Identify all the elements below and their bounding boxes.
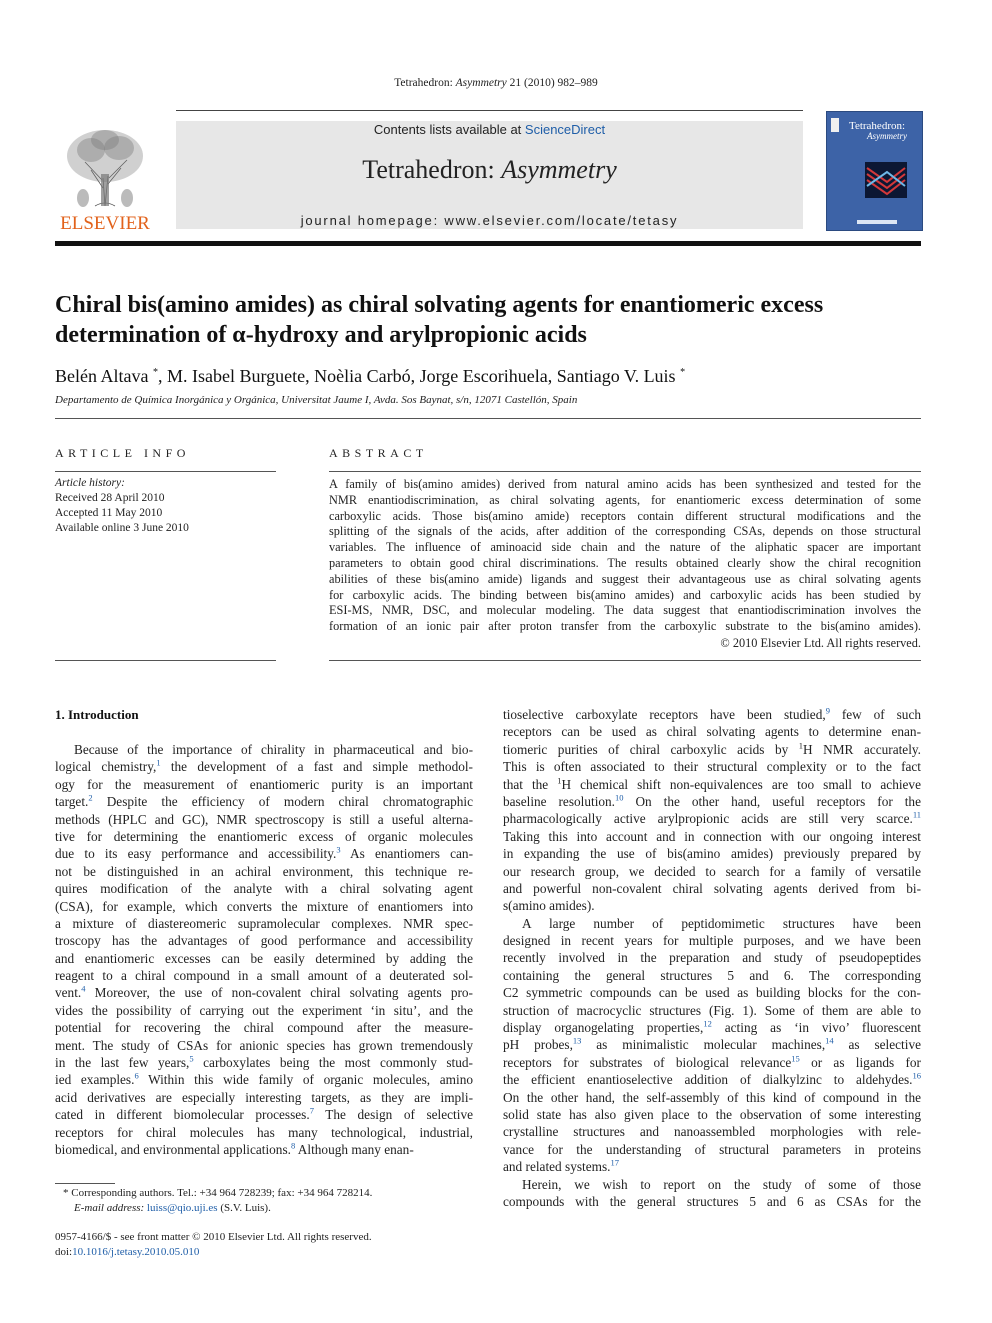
- body-line: s(amino amides).: [503, 898, 595, 914]
- body-column-right: [503, 706, 921, 1210]
- divider: [329, 471, 921, 472]
- divider: [329, 660, 921, 661]
- contents-line: Contents lists available at ScienceDirect: [373, 122, 606, 137]
- body-column-left: [55, 741, 473, 1158]
- body-line: Herein, we wish to report on the study of some of those: [522, 1176, 921, 1192]
- body-line: A large number of peptidomimetic structures have been: [522, 915, 921, 931]
- citation-ref[interactable]: 4: [81, 984, 86, 995]
- citation-ref[interactable]: 15: [791, 1053, 800, 1064]
- article-history: [55, 476, 276, 536]
- citation-ref[interactable]: 1: [156, 758, 161, 768]
- body-line: recently involved in the preparation and study of pseudopeptides: [503, 950, 921, 966]
- email-footnote: E-mail address: luiss@qio.uji.es (S.V. Luis).: [74, 1202, 271, 1214]
- body-line: Taking this into account and in connection with our ongoing interest: [503, 828, 921, 844]
- svg-text:Asymmetry: Asymmetry: [867, 131, 907, 141]
- body-line: reagent to a chiral compound in a small amount of a deuterated sol-: [55, 968, 473, 984]
- citation-ref[interactable]: 3: [336, 845, 341, 855]
- body-line: logical chemistry,$^1$ the development of a fast and simple methodol-: [55, 758, 473, 775]
- affiliation: Departamento de Química Inorgánica y Orgánica, Universitat Jaume I, Avda. Sos Baynat, s/n, 12071 Castellón, Spain: [55, 394, 578, 406]
- corresponding-mark: *: [680, 367, 686, 378]
- journal-citation: Tetrahedron: Asymmetry 21 (2010) 982–989: [394, 77, 598, 89]
- header-rule: [176, 110, 803, 111]
- abstract-heading: ABSTRACT: [329, 446, 428, 460]
- doi-line: doi:10.1016/j.tetasy.2010.05.010: [55, 1246, 200, 1258]
- body-line: C2 symmetric compounds can be used as building blocks for the con-: [503, 985, 921, 1001]
- body-line: struction of macrocyclic structures (Fig. 1). Some of them are able to: [503, 1002, 921, 1018]
- svg-text:Tetrahedron:: Tetrahedron:: [849, 120, 906, 132]
- body-line: receptors for substrates of biological relevance$^{15}$ or as ligands for: [503, 1053, 921, 1070]
- citation-ref[interactable]: 17: [610, 1158, 619, 1168]
- email-link[interactable]: luiss@qio.uji.es: [146, 1202, 218, 1214]
- body-line: containing the general structures 5 and 6. The corresponding: [503, 967, 921, 983]
- body-line: methods (HPLC and GC), NMR spectroscopy is still a useful alterna-: [55, 811, 473, 827]
- abstract-line: carboxylic acids. Those bis(amino amide) receptors contain different structural modifications and the: [329, 508, 921, 523]
- elsevier-logo: [55, 118, 155, 233]
- abstract-line: variables. The influence of aminoacid side chain and the nature of the aliphatic spacer are important: [329, 540, 921, 555]
- citation-ref[interactable]: 9: [825, 706, 830, 716]
- citation-ref[interactable]: 16: [912, 1071, 921, 1081]
- body-line: pH probes,$^{13}$ as minimalistic molecular machines,$^{14}$ as selective: [503, 1036, 921, 1053]
- doi-link[interactable]: 10.1016/j.tetasy.2010.05.010: [72, 1246, 200, 1258]
- citation-ref[interactable]: 14: [825, 1036, 834, 1046]
- body-line: potential for recovering the chiral compound after the measure-: [55, 1020, 473, 1036]
- body-line: (CSA), for example, which converts the mixture of enantiomers into: [55, 898, 473, 914]
- citation-ref: 1: [557, 775, 562, 786]
- abstract-line: formation of an ionic pair after proton transfer from the carboxylic substrate to the bis(amino amides).: [329, 619, 921, 634]
- citation-ref[interactable]: 13: [572, 1036, 582, 1046]
- body-line: ied examples.$^6$ Within this wide family of organic molecules, amino: [55, 1071, 473, 1088]
- body-line: and related systems.$^{17}$: [503, 1158, 619, 1175]
- issn-line: 0957-4166/$ - see front matter © 2010 Elsevier Ltd. All rights reserved.: [55, 1231, 372, 1243]
- body-line: display organogelating properties,$^{12}$ acting as ‘in vivo’ fluorescent: [503, 1019, 921, 1036]
- body-line: due to its easy performance and accessibility.$^3$ As enantiomers can-: [55, 845, 473, 862]
- body-line: Because of the importance of chirality in pharmaceutical and bio-: [74, 742, 473, 757]
- article-title: Chiral bis(amino amides) as chiral solvating agents for enantiomeric excess determination of α-hydroxy and arylpropionic acids: [55, 292, 824, 348]
- article-info-heading: ARTICLE INFO: [55, 446, 190, 460]
- body-line: the efficient enantioselective addition of dialkylzinc to aldehydes.$^{16}$: [503, 1071, 921, 1088]
- accepted-date: Accepted 11 May 2010: [55, 507, 163, 519]
- body-line: biomedical, and environmental applications.$^8$ Although many enan-: [55, 1140, 414, 1157]
- body-line: that the $^1$H chemical shift non-equivalences are too small to achieve: [503, 775, 921, 792]
- body-line: not be distinguished in an achiral environment, this technique re-: [55, 863, 473, 879]
- citation-ref: 1: [798, 740, 804, 751]
- abstract-line: splitting of the signals of the acids, after addition of the corresponding CSAs, depends on those structural: [329, 524, 921, 539]
- corresponding-footnote: * Corresponding authors. Tel.: +34 964 728239; fax: +34 964 728214.: [63, 1187, 373, 1199]
- abstract-line: abilities of these bis(amino amide) ligands and suggest their advantageous use as chiral solvating agents: [329, 571, 921, 586]
- body-line: troscopy has the advantages of good performance and accessibility: [55, 933, 473, 949]
- body-line: cated in different biomolecular processes.$^7$ The design of selective: [55, 1106, 473, 1123]
- affiliation-rule: [55, 418, 921, 419]
- citation-ref[interactable]: 7: [309, 1106, 314, 1116]
- citation-ref[interactable]: 5: [189, 1054, 194, 1064]
- body-line: and powerful non-covalent chiral solvating agents derived from bi-: [503, 880, 921, 896]
- body-line: target.$^2$ Despite the efficiency of modern chiral chromatographic: [55, 793, 473, 810]
- divider: [55, 660, 276, 661]
- citation-ref[interactable]: 12: [703, 1019, 712, 1029]
- body-line: in the last few years,$^5$ carboxylates being the most commonly stud-: [55, 1054, 473, 1071]
- body-line: vent.$^4$ Moreover, the use of non-covalent chiral solvating agents pro-: [55, 984, 473, 1001]
- body-line: acid derivatives are especially interesting targets, as they are impli-: [55, 1089, 473, 1105]
- author-name[interactable]: Belén Altava: [55, 366, 149, 386]
- abstract-line: A family of bis(amino amides) derived from natural amino acids has been synthesized and tested for the: [329, 477, 921, 491]
- sciencedirect-link[interactable]: ScienceDirect: [524, 122, 606, 137]
- body-line: crystalline structures and nanoassembled morphologies with rele-: [503, 1124, 921, 1140]
- header-thick-rule: [55, 241, 921, 246]
- abstract-copyright: © 2010 Elsevier Ltd. All rights reserved.: [720, 636, 921, 650]
- body-line: a mixture of diastereomeric supramolecular complexes. NMR spec-: [55, 915, 473, 931]
- footnote-rule: [55, 1183, 115, 1184]
- svg-text:ELSEVIER: ELSEVIER: [60, 213, 150, 233]
- abstract-line: ESI-MS, NMR, DSC, and molecular modeling. The data suggest that enantiodiscrimination involves the: [329, 603, 921, 618]
- body-line: receptors for chiral molecules has many technological, industrial,: [55, 1124, 473, 1140]
- body-line: quires modification of the analyte with a chiral solvating agent: [55, 881, 473, 897]
- corresponding-mark: *: [152, 367, 158, 378]
- body-line: baseline resolution.$^{10}$ On the other hand, useful receptors for the: [503, 792, 921, 809]
- section-heading: 1. Introduction: [55, 707, 139, 722]
- body-line: ment. The study of CSAs for anionic species has grown tremendously: [55, 1037, 473, 1053]
- body-line: solid state has also given place to the observation of some interesting: [503, 1106, 921, 1122]
- divider: [55, 471, 276, 472]
- online-date: Available online 3 June 2010: [55, 522, 189, 534]
- body-line: compounds with the general structures 5 and 6 as CSAs for the: [503, 1193, 921, 1209]
- body-line: designed in recent years for multiple purposes, and we have been: [503, 933, 921, 949]
- body-line: and enantiomeric excesses can be easily determined by adding the: [55, 950, 473, 966]
- citation-ref[interactable]: 6: [134, 1071, 139, 1081]
- body-line: vance for the understanding of structural parameters in proteins: [503, 1141, 921, 1157]
- body-line: in expanding the use of bis(amino amides) previously prepared by: [503, 846, 921, 862]
- body-line: tioselective carboxylate receptors have been studied,$^9$ few of such: [503, 706, 921, 722]
- history-label: Article history:: [55, 477, 125, 489]
- author-name[interactable]: , M. Isabel Burguete, Noèlia Carbó, Jorge Escorihuela, Santiago V. Luis: [157, 366, 676, 386]
- body-line: tiomeric purities of chiral carboxylic acids by $^1$H NMR accurately.: [503, 740, 921, 757]
- body-line: ogy for the measurement of enantiomeric purity is an important: [55, 776, 473, 792]
- abstract-text: [329, 477, 921, 635]
- front-matter: [55, 1230, 473, 1260]
- body-line: tive for determining the enantiomeric excess of organic molecules: [55, 828, 473, 844]
- received-date: Received 28 April 2010: [55, 492, 165, 504]
- citation-ref[interactable]: 8: [290, 1140, 296, 1151]
- citation-ref[interactable]: 11: [912, 810, 921, 820]
- abstract-line: parameters to obtain good chiral discriminations. The results obtained clearly show the chiral recognition: [329, 555, 921, 570]
- author-list: [55, 362, 921, 387]
- journal-homepage[interactable]: journal homepage: www.elsevier.com/locate/tetasy: [300, 213, 679, 228]
- body-line: pharmacologically active arylpropionic acids are still very scarce.$^{11}$: [503, 810, 921, 827]
- body-line: On the other hand, the self-assembly of this kind of compound in the: [503, 1089, 921, 1105]
- citation-ref[interactable]: 10: [615, 792, 624, 803]
- citation-ref[interactable]: 2: [88, 793, 93, 803]
- body-line: vides the possibility of carrying out the experiment ‘in situ’, and the: [55, 1002, 473, 1018]
- abstract-line: NMR enantiodiscrimination, as chiral solvating agents, for enantiomeric excess determination of some: [329, 492, 921, 507]
- journal-cover: [826, 111, 923, 231]
- footnotes: [55, 1186, 473, 1216]
- journal-banner: [176, 121, 803, 229]
- body-line: receptors can be used as chiral solvating agents to determine enan-: [503, 724, 921, 740]
- body-line: our research group, we decided to search for a family of versatile: [503, 863, 921, 879]
- body-line: This is often associated to their structural complexity or to the fact: [503, 759, 921, 775]
- abstract-line: for carboxylic acids. The binding between bis(amino amides) and carboxylic acids has been studied by: [329, 587, 921, 602]
- journal-title: Tetrahedron: Asymmetry: [362, 155, 617, 184]
